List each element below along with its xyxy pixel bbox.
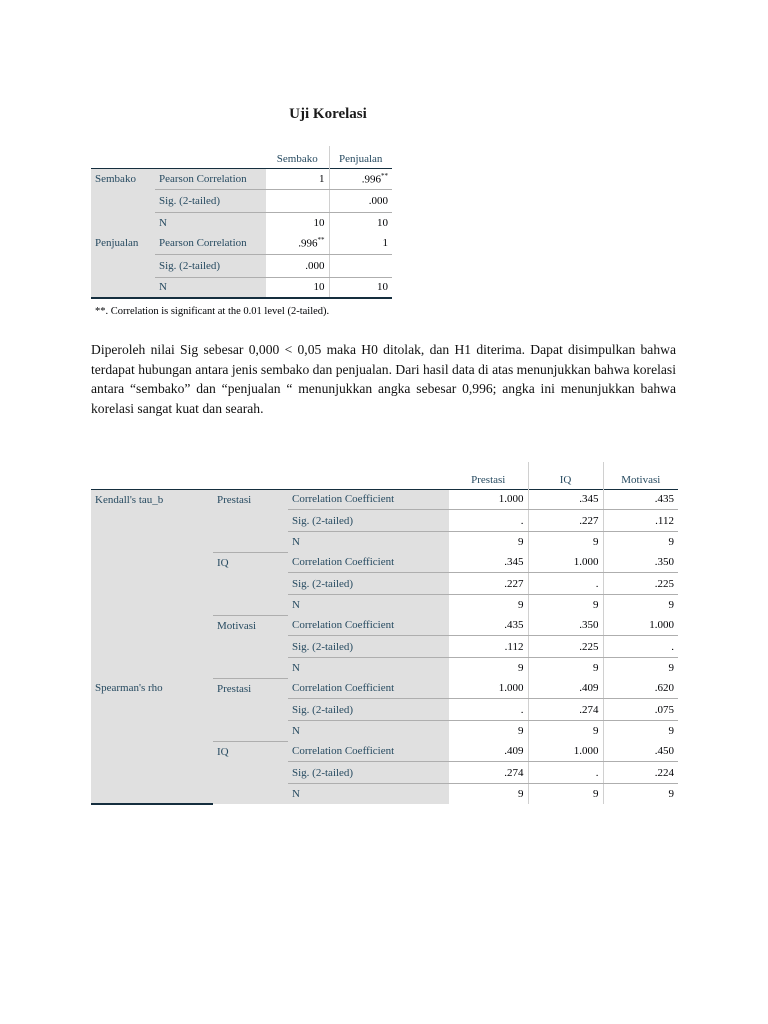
value-cell bbox=[329, 254, 392, 277]
value-cell: .225 bbox=[528, 636, 603, 658]
value-cell: 9 bbox=[603, 532, 678, 553]
value-cell: . bbox=[603, 636, 678, 658]
value-cell bbox=[266, 189, 329, 212]
correlation-table-pearson bbox=[91, 146, 392, 299]
value-cell: 9 bbox=[528, 532, 603, 553]
value-cell: 9 bbox=[449, 721, 528, 742]
value-cell: 9 bbox=[603, 784, 678, 805]
corner-cell bbox=[155, 146, 266, 168]
value-cell: .000 bbox=[266, 254, 329, 277]
corner-cell bbox=[91, 462, 213, 489]
value-cell: .227 bbox=[449, 573, 528, 595]
value-cell: 10 bbox=[266, 212, 329, 233]
value-cell: 1.000 bbox=[449, 489, 528, 510]
variable-label: Prestasi bbox=[213, 489, 288, 552]
value-cell: 1.000 bbox=[603, 615, 678, 636]
value-cell: .996** bbox=[266, 233, 329, 254]
value-cell: 1.000 bbox=[528, 552, 603, 573]
value-cell: .350 bbox=[528, 615, 603, 636]
statistic-label: Sig. (2-tailed) bbox=[155, 189, 266, 212]
value-cell: 1 bbox=[329, 233, 392, 254]
table-row bbox=[91, 489, 678, 510]
value-cell: .274 bbox=[528, 699, 603, 721]
value-cell: 9 bbox=[603, 721, 678, 742]
corner-cell bbox=[91, 146, 155, 168]
statistic-label: Sig. (2-tailed) bbox=[155, 254, 266, 277]
statistic-label: N bbox=[288, 658, 449, 679]
value-cell: .450 bbox=[603, 741, 678, 762]
page-title: Uji Korelasi bbox=[289, 106, 367, 122]
column-header: Prestasi bbox=[471, 473, 506, 486]
value-cell: . bbox=[528, 762, 603, 784]
statistic-label: Sig. (2-tailed) bbox=[288, 699, 449, 721]
value-cell: 1 bbox=[266, 168, 329, 189]
value-cell: 9 bbox=[603, 595, 678, 616]
value-cell: .075 bbox=[603, 699, 678, 721]
value-cell: .620 bbox=[603, 678, 678, 699]
value-cell: 1.000 bbox=[449, 678, 528, 699]
value-cell: .350 bbox=[603, 552, 678, 573]
table-footnote: **. Correlation is significant at the 0.01 level (2-tailed). bbox=[95, 306, 330, 317]
value-cell: .435 bbox=[449, 615, 528, 636]
statistic-label: Correlation Coefficient bbox=[288, 615, 449, 636]
column-header: Motivasi bbox=[603, 462, 678, 489]
statistic-label: Sig. (2-tailed) bbox=[288, 762, 449, 784]
value-cell: .996** bbox=[329, 168, 392, 189]
value-cell: .112 bbox=[449, 636, 528, 658]
variable-label: Motivasi bbox=[213, 615, 288, 678]
value-cell: 9 bbox=[528, 658, 603, 679]
table-row bbox=[91, 233, 392, 254]
statistic-label: Pearson Correlation bbox=[155, 233, 266, 254]
table-row bbox=[91, 678, 678, 699]
value-cell: .227 bbox=[528, 510, 603, 532]
value-cell: 10 bbox=[329, 277, 392, 298]
row-group-label: Sembako bbox=[91, 168, 155, 233]
variable-label: Prestasi bbox=[213, 678, 288, 741]
statistic-label: N bbox=[288, 532, 449, 553]
column-header: Penjualan bbox=[329, 146, 392, 168]
table-header-row bbox=[91, 462, 678, 489]
value-cell: 10 bbox=[266, 277, 329, 298]
column-header: Sembako bbox=[276, 152, 318, 165]
variable-label: IQ bbox=[213, 552, 288, 615]
value-cell: .435 bbox=[603, 489, 678, 510]
value-cell: .345 bbox=[449, 552, 528, 573]
conclusion-paragraph: Diperoleh nilai Sig sebesar 0,000 < 0,05 maka H0 ditolak, dan H1 diterima. Dapat disimpulkan bahwa terdapat hubungan antara jenis sembako dan penjualan. Dari hasil data di atas menunjukkan bahwa korelasi antara “sembako” dan “penjualan “ menunjukkan angka sebesar 0,996; angka ini menunjukkan bahwa korelasi sangat kuat dan searah. bbox=[91, 342, 676, 416]
value-cell: .000 bbox=[329, 189, 392, 212]
variable-label: IQ bbox=[213, 741, 288, 804]
value-cell: . bbox=[449, 510, 528, 532]
value-cell: 10 bbox=[329, 212, 392, 233]
statistic-label: N bbox=[288, 721, 449, 742]
statistic-label: Sig. (2-tailed) bbox=[288, 573, 449, 595]
statistic-label: N bbox=[155, 277, 266, 298]
table-row bbox=[91, 168, 392, 189]
value-cell: 1.000 bbox=[528, 741, 603, 762]
value-cell: .112 bbox=[603, 510, 678, 532]
value-cell: .225 bbox=[603, 573, 678, 595]
correlation-table-nonparametric bbox=[91, 462, 678, 805]
value-cell: .409 bbox=[528, 678, 603, 699]
column-header: IQ bbox=[528, 462, 603, 489]
statistic-label: Correlation Coefficient bbox=[288, 489, 449, 510]
statistic-label: Correlation Coefficient bbox=[288, 552, 449, 573]
value-cell: . bbox=[449, 699, 528, 721]
statistic-label: N bbox=[288, 595, 449, 616]
value-cell: .224 bbox=[603, 762, 678, 784]
table-header-row bbox=[91, 146, 392, 168]
value-cell: 9 bbox=[449, 784, 528, 805]
value-cell: .409 bbox=[449, 741, 528, 762]
value-cell: .274 bbox=[449, 762, 528, 784]
corner-cell bbox=[213, 462, 288, 489]
value-cell: . bbox=[528, 573, 603, 595]
value-cell: .345 bbox=[528, 489, 603, 510]
statistic-label: Correlation Coefficient bbox=[288, 678, 449, 699]
row-group-label: Penjualan bbox=[91, 233, 155, 298]
value-cell: 9 bbox=[449, 595, 528, 616]
value-cell: 9 bbox=[528, 595, 603, 616]
value-cell: 9 bbox=[449, 658, 528, 679]
value-cell: 9 bbox=[528, 721, 603, 742]
method-label: Spearman's rho bbox=[91, 678, 213, 804]
value-cell: 9 bbox=[528, 784, 603, 805]
method-label: Kendall's tau_b bbox=[91, 489, 213, 678]
statistic-label: Sig. (2-tailed) bbox=[288, 510, 449, 532]
corner-cell bbox=[288, 462, 449, 489]
statistic-label: Pearson Correlation bbox=[155, 168, 266, 189]
statistic-label: N bbox=[155, 212, 266, 233]
statistic-label: N bbox=[288, 784, 449, 805]
value-cell: 9 bbox=[603, 658, 678, 679]
statistic-label: Sig. (2-tailed) bbox=[288, 636, 449, 658]
value-cell: 9 bbox=[449, 532, 528, 553]
statistic-label: Correlation Coefficient bbox=[288, 741, 449, 762]
